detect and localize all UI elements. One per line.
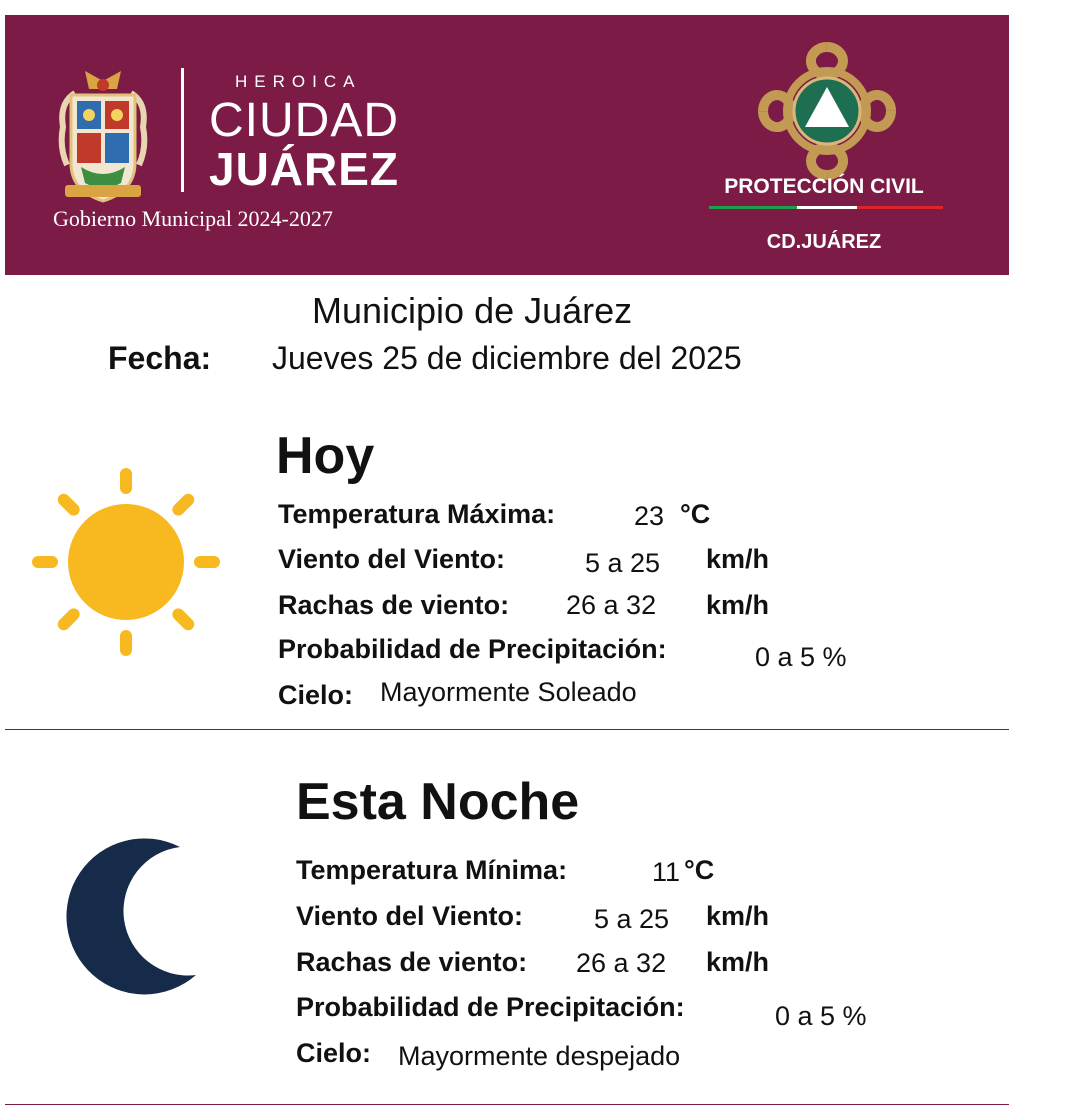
noche-viento-unit: km/h — [706, 901, 770, 931]
hoy-temp-unit: °C — [680, 499, 711, 529]
section-divider — [5, 729, 1009, 730]
municipal-crest-icon — [55, 67, 151, 207]
hoy-viento-unit: km/h — [706, 544, 770, 574]
proteccion-civil-emblem-icon — [757, 41, 897, 181]
fecha-value: Jueves 25 de diciembre del 2025 — [272, 340, 742, 376]
noche-title: Esta Noche — [296, 773, 580, 831]
proteccion-civil-subtitle: CD.JUÁREZ — [766, 231, 882, 253]
hoy-title: Hoy — [276, 427, 375, 485]
noche-viento-label: Viento del Viento: — [296, 901, 524, 931]
hoy-precip-value: 0 a 5 % — [755, 642, 847, 672]
noche-rachas-label: Rachas de viento: — [296, 947, 528, 977]
header-divider — [181, 68, 184, 192]
municipio-heading: Municipio de Juárez — [312, 290, 633, 331]
gobierno-municipal-text: Gobierno Municipal 2024-2027 — [53, 206, 333, 231]
noche-cielo-label: Cielo: — [296, 1038, 372, 1068]
hoy-precip-label: Probabilidad de Precipitación: — [278, 634, 667, 664]
hoy-temp-value: 23 — [634, 501, 665, 531]
sun-icon — [26, 462, 226, 662]
hoy-rachas-unit: km/h — [706, 590, 770, 620]
noche-rachas-value: 26 a 32 — [576, 948, 667, 978]
logo-heroica: HEROICA — [235, 72, 362, 91]
logo-juarez: JUÁREZ — [209, 143, 400, 195]
noche-viento-value: 5 a 25 — [594, 904, 670, 934]
hoy-rachas-value: 26 a 32 — [566, 590, 657, 620]
tricolor-underline — [705, 206, 945, 210]
moon-icon — [62, 835, 212, 1015]
noche-precip-label: Probabilidad de Precipitación: — [296, 992, 685, 1022]
noche-temp-value: 11 — [652, 857, 681, 887]
hoy-viento-value: 5 a 25 — [585, 548, 661, 578]
bottom-divider — [5, 1104, 1009, 1105]
noche-cielo-value: Mayormente despejado — [398, 1041, 681, 1071]
noche-temp-unit: °C — [684, 855, 715, 885]
hoy-viento-label: Viento del Viento: — [278, 544, 506, 574]
hoy-rachas-label: Rachas de viento: — [278, 590, 510, 620]
hoy-temp-label: Temperatura Máxima: — [278, 499, 556, 529]
noche-rachas-unit: km/h — [706, 947, 770, 977]
noche-temp-label: Temperatura Mínima: — [296, 855, 568, 885]
noche-precip-value: 0 a 5 % — [775, 1001, 867, 1031]
fecha-label: Fecha: — [108, 340, 212, 376]
proteccion-civil-title: PROTECCIÓN CIVIL — [724, 175, 924, 198]
header-banner — [5, 15, 1009, 275]
hoy-cielo-value: Mayormente Soleado — [380, 677, 637, 707]
hoy-cielo-label: Cielo: — [278, 680, 354, 710]
logo-ciudad: CIUDAD — [209, 94, 400, 147]
